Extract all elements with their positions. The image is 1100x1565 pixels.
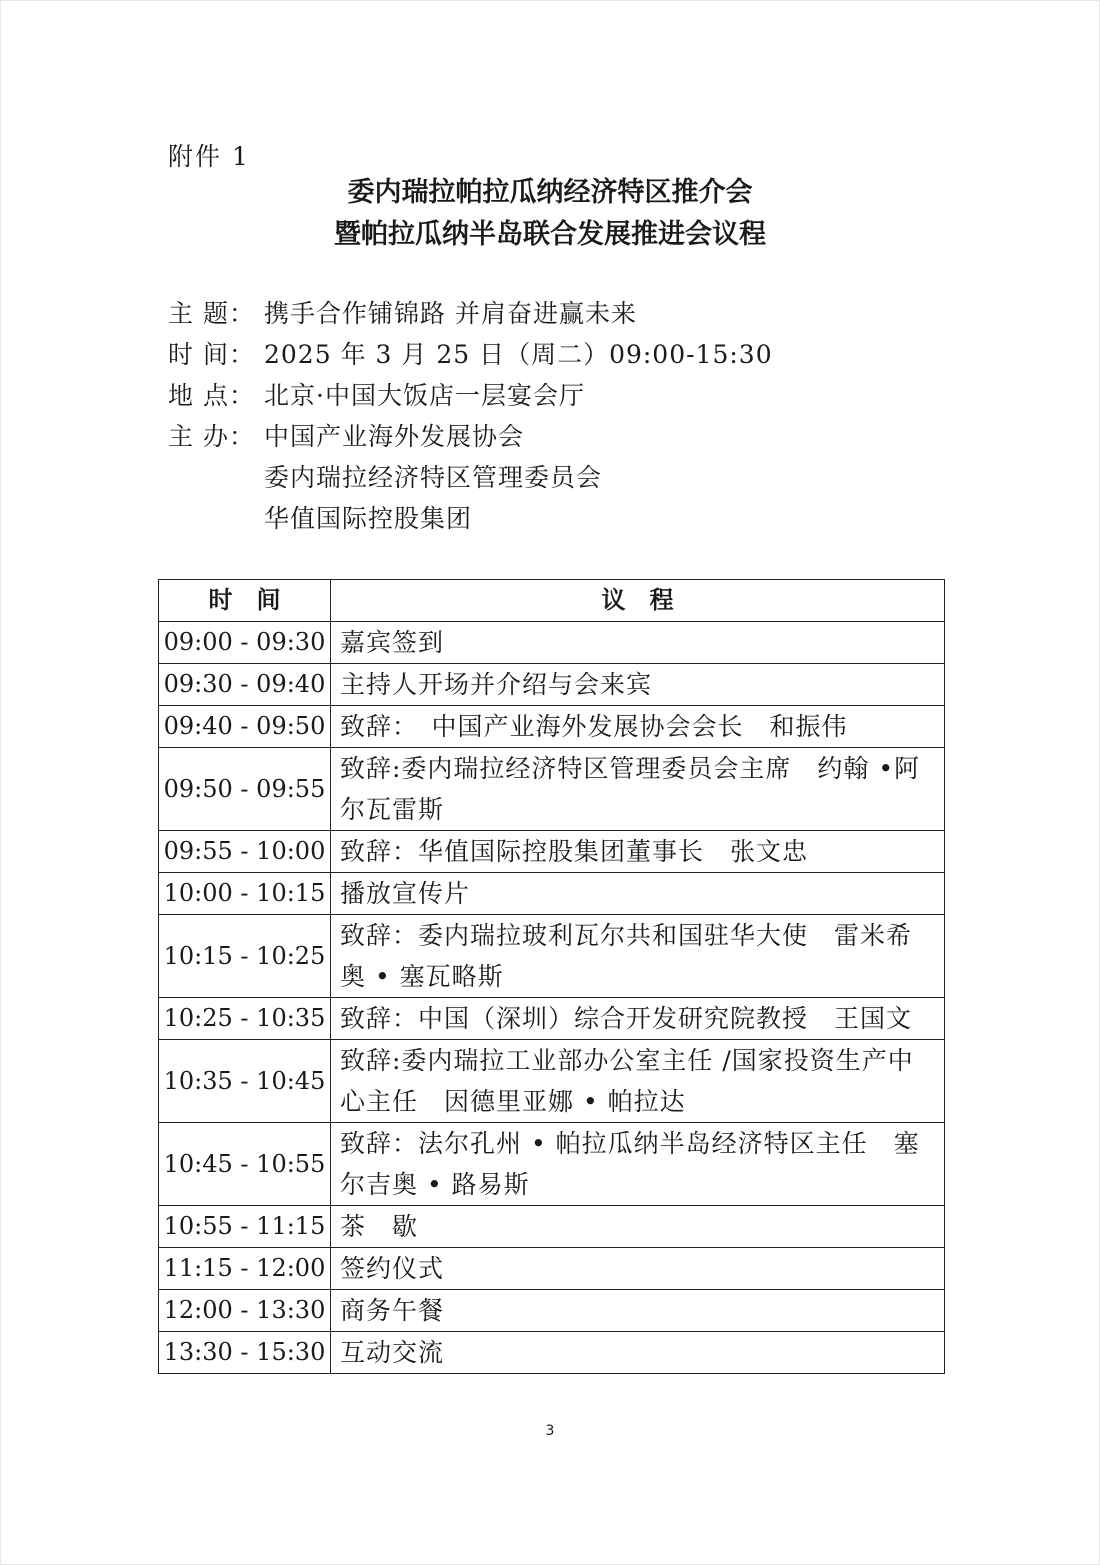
row-time: 10:55 - 11:15 — [159, 1206, 331, 1248]
table-row — [159, 915, 945, 998]
table-row — [159, 1040, 945, 1123]
row-time: 09:40 - 09:50 — [159, 706, 331, 748]
table-row — [159, 1332, 945, 1374]
table-row — [159, 1123, 945, 1206]
row-item: 致辞:委内瑞拉经济特区管理委员会主席 约翰 •阿尔瓦雷斯 — [331, 748, 945, 831]
theme-label: 主 题： — [168, 299, 255, 328]
table-row — [159, 748, 945, 831]
row-time: 10:35 - 10:45 — [159, 1040, 331, 1123]
row-item: 商务午餐 — [331, 1290, 945, 1332]
table-row — [159, 1290, 945, 1332]
row-time: 10:15 - 10:25 — [159, 915, 331, 998]
row-item: 致辞： 中国产业海外发展协会会长 和振伟 — [331, 706, 945, 748]
title-line-1: 委内瑞拉帕拉瓜纳经济特区推介会 — [347, 177, 753, 208]
table-row — [159, 998, 945, 1040]
table-row — [159, 1206, 945, 1248]
host-value: 华值国际控股集团 — [264, 504, 473, 533]
theme-value: 携手合作铺锦路 并肩奋进赢未来 — [264, 299, 637, 328]
row-time: 12:00 - 13:30 — [159, 1290, 331, 1332]
row-time: 09:30 - 09:40 — [159, 664, 331, 706]
place-value: 北京·中国大饭店一层宴会厅 — [264, 381, 585, 410]
row-time: 10:00 - 10:15 — [159, 873, 331, 915]
row-time: 11:15 - 12:00 — [159, 1248, 331, 1290]
table-header-row — [159, 580, 945, 622]
host-label: 主 办： — [168, 422, 255, 451]
table-row — [159, 1248, 945, 1290]
column-header-time: 时 间 — [159, 580, 331, 622]
place-row — [168, 375, 773, 416]
time-label: 时 间： — [168, 340, 255, 369]
time-row — [168, 334, 773, 375]
row-item: 嘉宾签到 — [331, 622, 945, 664]
row-item: 互动交流 — [331, 1332, 945, 1374]
row-item: 致辞：中国（深圳）综合开发研究院教授 王国文 — [331, 998, 945, 1040]
attachment-label: 附件 1 — [168, 142, 250, 171]
row-time: 09:00 - 09:30 — [159, 622, 331, 664]
table-row — [159, 622, 945, 664]
host-row — [168, 498, 773, 539]
time-value: 2025 年 3 月 25 日（周二）09:00-15:30 — [264, 340, 773, 369]
agenda-table — [158, 579, 945, 1374]
row-item: 致辞：法尔孔州 • 帕拉瓜纳半岛经济特区主任 塞尔吉奥 • 路易斯 — [331, 1123, 945, 1206]
event-info — [168, 293, 773, 539]
row-item: 签约仪式 — [331, 1248, 945, 1290]
row-time: 13:30 - 15:30 — [159, 1332, 331, 1374]
row-time: 10:45 - 10:55 — [159, 1123, 331, 1206]
host-row — [168, 416, 773, 457]
table-row — [159, 706, 945, 748]
theme-row — [168, 293, 773, 334]
row-item: 主持人开场并介绍与会来宾 — [331, 664, 945, 706]
row-item: 播放宣传片 — [331, 873, 945, 915]
row-item: 致辞:委内瑞拉工业部办公室主任 /国家投资生产中心主任 因德里亚娜 • 帕拉达 — [331, 1040, 945, 1123]
document-title — [0, 172, 1100, 256]
place-label: 地 点： — [168, 381, 255, 410]
row-item: 茶 歇 — [331, 1206, 945, 1248]
page-number: 3 — [545, 1423, 555, 1439]
title-line-2: 暨帕拉瓜纳半岛联合发展推进会议程 — [334, 219, 766, 250]
host-row — [168, 457, 773, 498]
table-row — [159, 873, 945, 915]
row-time: 09:50 - 09:55 — [159, 748, 331, 831]
host-value: 委内瑞拉经济特区管理委员会 — [264, 463, 603, 492]
host-value: 中国产业海外发展协会 — [264, 422, 525, 451]
row-time: 10:25 - 10:35 — [159, 998, 331, 1040]
row-time: 09:55 - 10:00 — [159, 831, 331, 873]
row-item: 致辞：委内瑞拉玻利瓦尔共和国驻华大使 雷米希奥 • 塞瓦略斯 — [331, 915, 945, 998]
column-header-agenda: 议 程 — [331, 580, 945, 622]
table-row — [159, 831, 945, 873]
table-row — [159, 664, 945, 706]
row-item: 致辞：华值国际控股集团董事长 张文忠 — [331, 831, 945, 873]
